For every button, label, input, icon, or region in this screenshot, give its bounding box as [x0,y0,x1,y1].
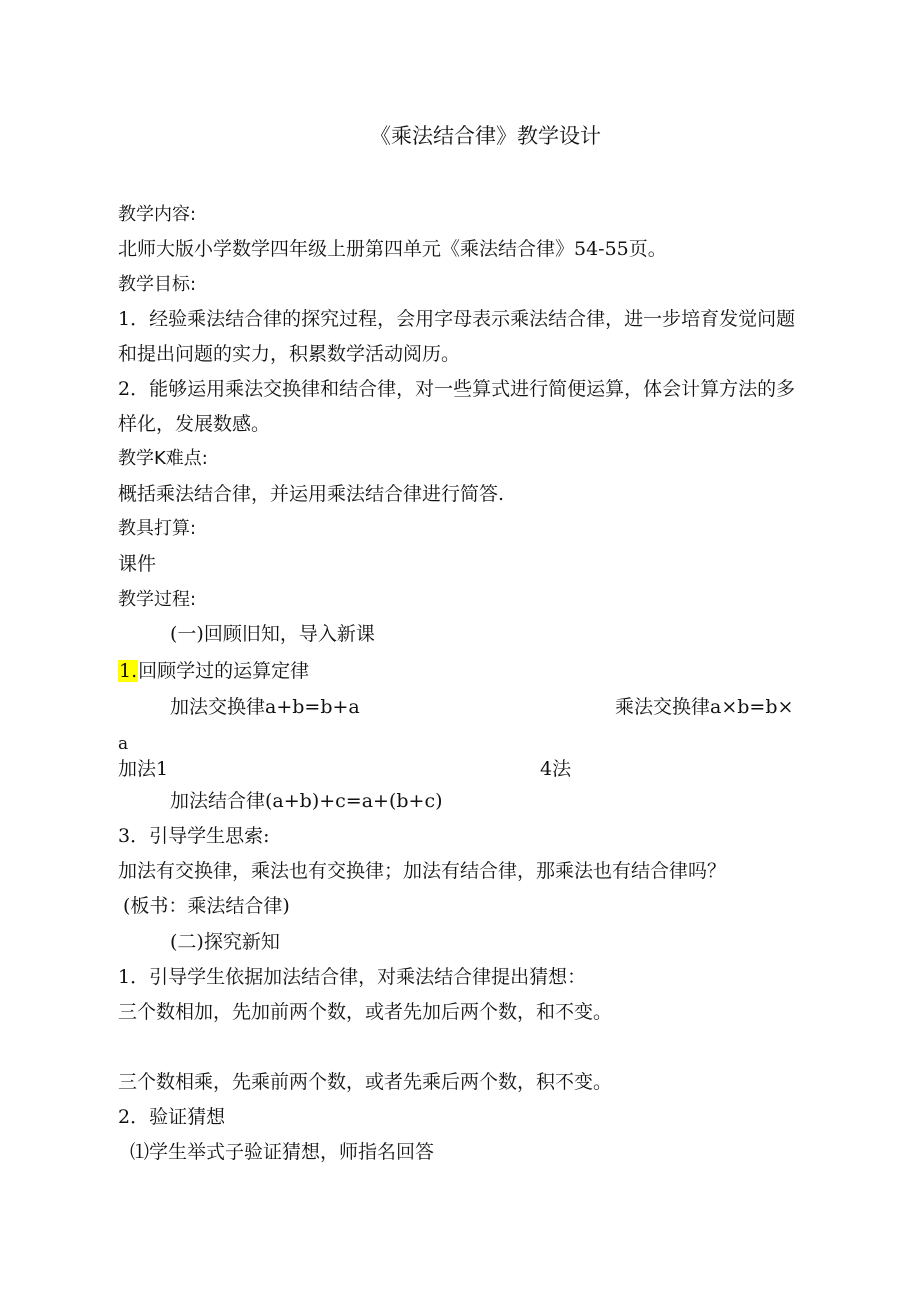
goal2-line2: 样化，发展数感。 [118,413,271,435]
item3-guide: 3．引导学生思索: [118,825,270,847]
addition-conjecture: 三个数相加，先加前两个数，或者先加后两个数，和不变。 [118,1001,613,1023]
goal1-line1: 1．经验乘法结合律的探究过程，会用字母表示乘法结合律，进一步培育发觉问题 [118,308,796,330]
fragment-left: 加法1 [118,758,169,780]
board-note: (板书：乘法结合律) [123,895,290,917]
step1-text: 1．引导学生依据加法结合律，对乘法结合律提出猜想： [118,966,587,988]
addition-associative-law: 加法结合律(a+b)+c=a+(b+c) [170,790,443,812]
section1-heading: (一)回顾旧知，导入新课 [170,623,375,645]
item1-text: 回顾学过的运算定律 [138,660,310,682]
item1-row [118,659,309,683]
multiplication-commutative-law-tail: a [118,734,129,754]
tools-text: 课件 [118,553,157,575]
section2-heading: (二)探究新知 [170,931,280,953]
process-heading: 教学过程: [118,589,197,610]
multiplication-conjecture: 三个数相乘，先乘前两个数，或者先乘后两个数，积不变。 [118,1071,613,1093]
item1-number-highlight: 1. [119,660,138,682]
goals-heading: 教学目标: [118,274,197,295]
goal1-line2: 和提出问题的实力，积累数学活动阅历。 [118,343,461,365]
content-heading: 教学内容: [118,204,197,225]
multiplication-commutative-law: 乘法交换律a×b=b× [615,696,794,718]
step2-sub: ⑴学生举式子验证猜想，师指名回答 [130,1141,435,1163]
keypoints-text: 概括乘法结合律，并运用乘法结合律进行简答. [118,483,505,505]
goal2-line1: 2．能够运用乘法交换律和结合律，对一些算式进行简便运算，体会计算方法的多 [118,378,796,400]
keypoints-heading: 教学K难点: [118,448,208,469]
guiding-question: 加法有交换律，乘法也有交换律；加法有结合律，那乘法也有结合律吗？ [118,860,727,882]
addition-commutative-law: 加法交换律a+b=b+a [170,696,360,718]
document-title: 《乘法结合律》教学设计 [370,124,601,148]
step2-heading: 2．验证猜想 [118,1106,226,1128]
fragment-right: 4法 [540,758,572,780]
content-text: 北师大版小学数学四年级上册第四单元《乘法结合律》54-55页。 [118,238,667,260]
tools-heading: 教具打算: [118,518,197,539]
